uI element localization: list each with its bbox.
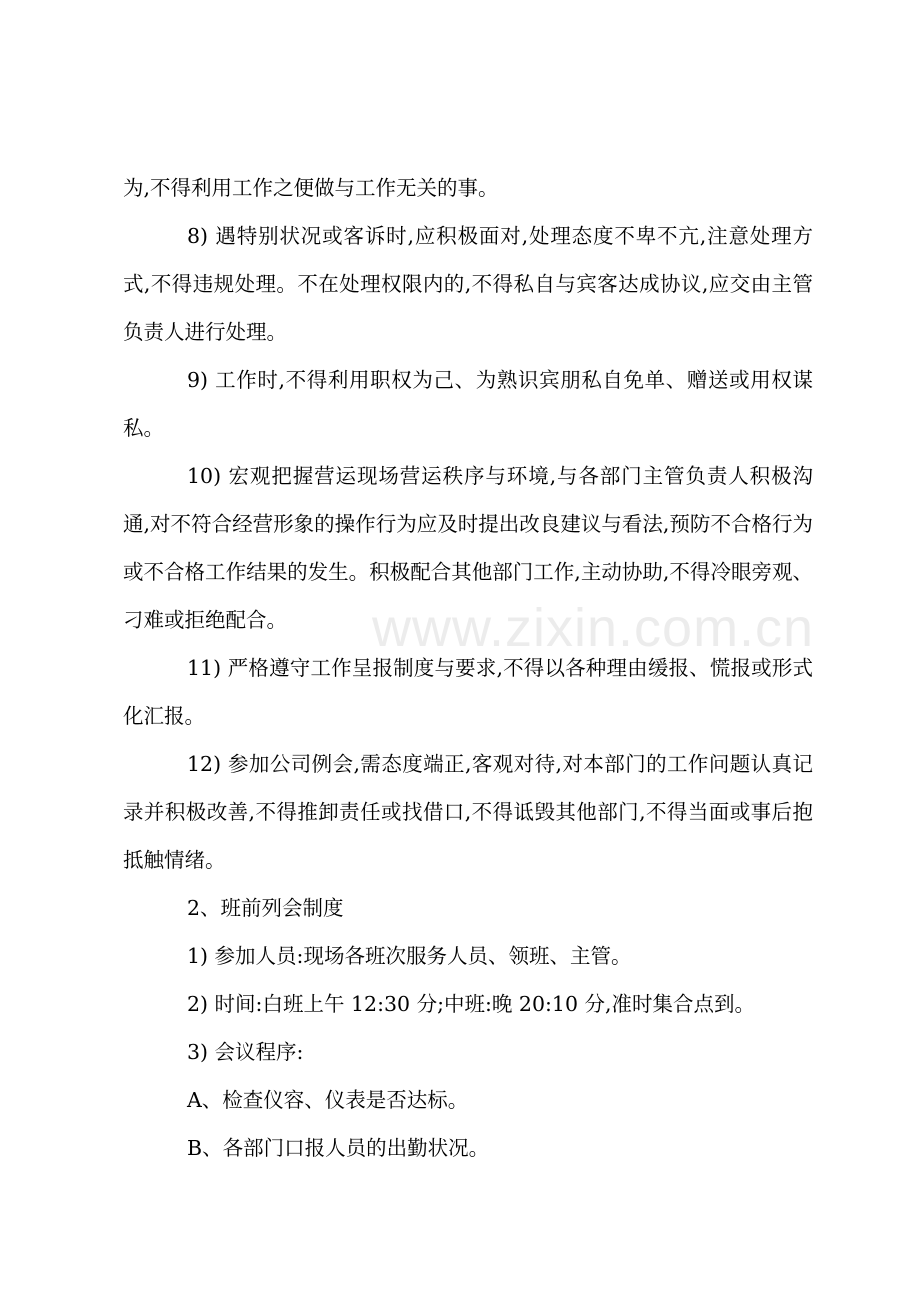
- document-body: [123, 164, 813, 1172]
- watermark-text: www.zixin.com.cn: [372, 598, 815, 658]
- section-heading-pre-shift-meeting: 2、班前列会制度: [187, 896, 344, 920]
- paragraph-continuation: 为,不得利用工作之便做与工作无关的事。: [123, 176, 499, 200]
- paragraph-step-b: B、各部门口报人员的出勤状况。: [187, 1136, 490, 1160]
- paragraph-attendees: 1) 参加人员:现场各班次服务人员、领班、主管。: [187, 944, 632, 968]
- paragraph-item-9: 9) 工作时,不得利用职权为己、为熟识宾朋私自免单、赠送或用权谋私。: [123, 368, 813, 440]
- paragraph-time: 2) 时间:白班上午 12:30 分;中班:晚 20:10 分,准时集合点到。: [187, 992, 756, 1016]
- paragraph-step-a: A、检查仪容、仪表是否达标。: [187, 1088, 469, 1112]
- paragraph-item-12: 12) 参加公司例会,需态度端正,客观对待,对本部门的工作问题认真记录并积极改善,不得推卸责任或找借口,不得诋毁其他部门,不得当面或事后抱抵触情绪。: [123, 752, 813, 872]
- paragraph-item-11: 11) 严格遵守工作呈报制度与要求,不得以各种理由缓报、慌报或形式化汇报。: [123, 656, 813, 728]
- paragraph-item-8: 8) 遇特别状况或客诉时,应积极面对,处理态度不卑不亢,注意处理方式,不得违规处理。不在处理权限内的,不得私自与宾客达成协议,应交由主管负责人进行处理。: [123, 224, 813, 344]
- paragraph-meeting-procedure: 3) 会议程序:: [187, 1040, 304, 1064]
- paragraph-item-10: 10) 宏观把握营运现场营运秩序与环境,与各部门主管负责人积极沟通,对不符合经营形象的操作行为应及时提出改良建议与看法,预防不合格行为或不合格工作结果的发生。积极配合其他部门工作,主动协助,不得冷眼旁观、刁难或拒绝配合。: [123, 464, 813, 632]
